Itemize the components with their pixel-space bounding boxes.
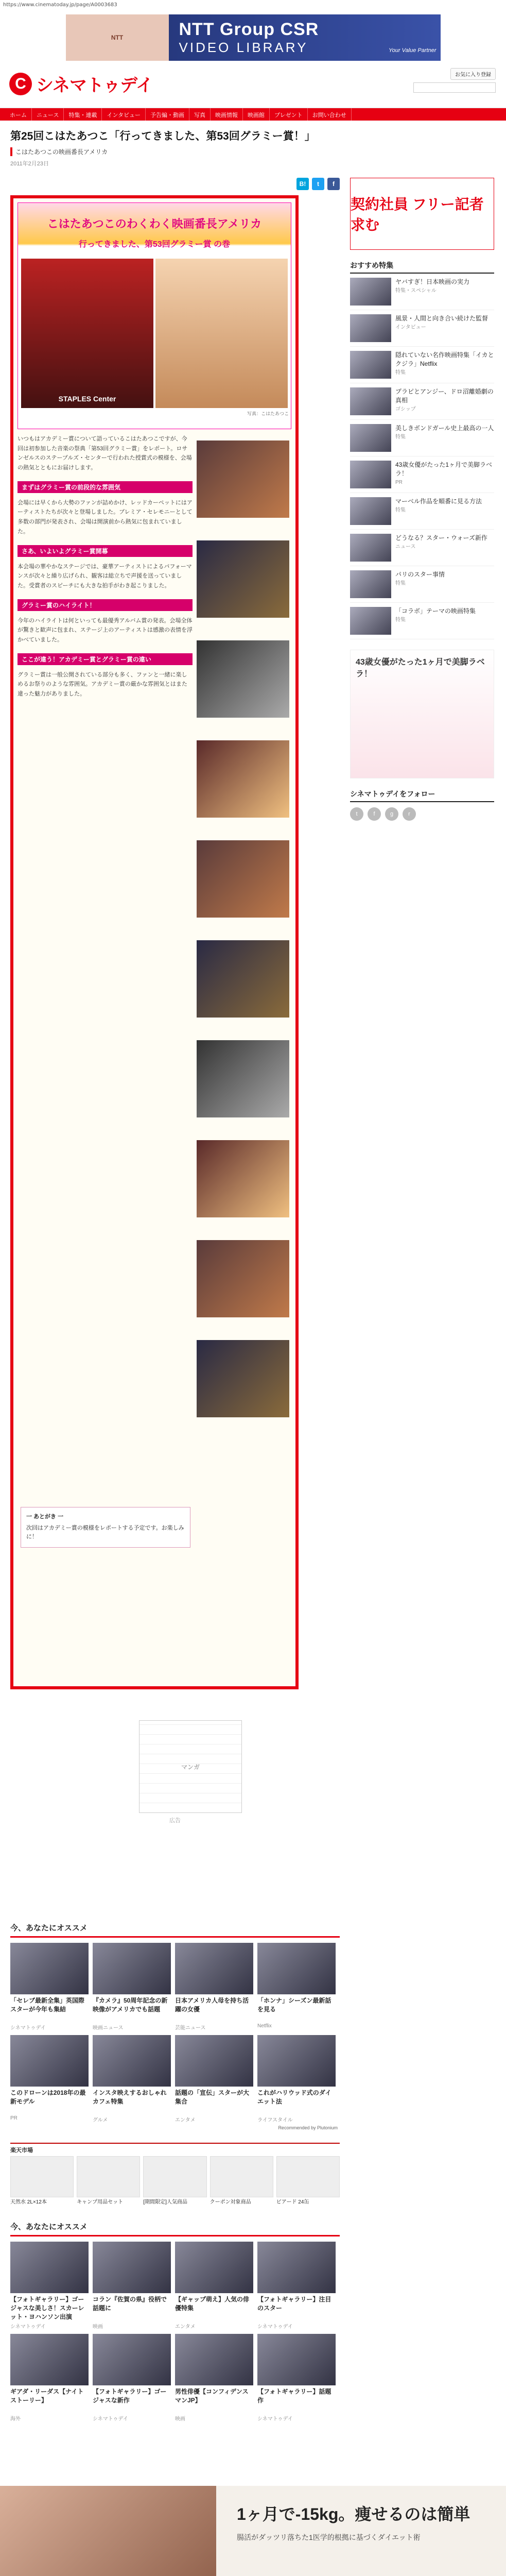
article-photo[interactable]: [197, 1140, 289, 1217]
card-title: 【フォトギャラリー】注目のスター: [257, 2296, 331, 2312]
feature-item[interactable]: [350, 420, 494, 456]
google-follow-icon[interactable]: g: [385, 807, 398, 821]
card-thumbnail: [175, 1943, 253, 1994]
feature-thumbnail: [350, 424, 391, 452]
manga-image: マンガ: [139, 1720, 242, 1813]
feature-thumbnail: [350, 351, 391, 379]
article-photo[interactable]: [197, 640, 289, 718]
article-banner: [18, 202, 291, 429]
section-heading: グラミー賞のハイライト！: [18, 599, 193, 611]
recommend-powered: Recommended by Plutonium: [278, 2125, 338, 2130]
section-heading: まずはグラミー賞の前段的な雰囲気: [18, 481, 193, 493]
feature-source: 特集: [395, 617, 406, 623]
card-title: 「ホンナ」シーズン最新話を見る: [257, 1997, 331, 2013]
article-intro: いつもはアカデミー賞について語っているこはたあつこですが、今回は初参加した音楽の祭典「第53回グラミー賞」をレポート。ロサンゼルスのステープルズ・センターで行われた授賞式の模様を、会場の熱気とともにお届けします。: [18, 436, 192, 471]
card-title: 【フォトギャラリー】話題作: [257, 2388, 331, 2404]
card-title: 【フォトギャラリー】ゴージャスな新作: [93, 2388, 167, 2404]
share-bar: [10, 178, 340, 192]
recommend-card[interactable]: [175, 2334, 253, 2422]
feature-item[interactable]: [350, 383, 494, 420]
article-photo[interactable]: [197, 1240, 289, 1317]
twitter-follow-icon[interactable]: t: [350, 807, 363, 821]
sidebar: [350, 178, 494, 821]
ad-tag: Your Value Partner: [388, 47, 437, 54]
feature-thumbnail: [350, 607, 391, 635]
recommend-title-2: 今、あなたにオススメ: [10, 2218, 340, 2236]
feature-thumbnail: [350, 278, 391, 306]
feature-item[interactable]: [350, 530, 494, 566]
card-title: 男性俳優【コンフィデンスマンJP】: [175, 2388, 249, 2404]
card-thumbnail: [93, 2242, 171, 2293]
nav-item[interactable]: プレゼント: [270, 108, 308, 121]
recommend-card[interactable]: [10, 1943, 89, 2031]
venue-photo: STAPLES Center: [21, 259, 153, 408]
feature-source: 特集: [395, 507, 406, 513]
feature-text: 美しきボンドガール史上最高の一人: [395, 425, 494, 432]
sidebar-recruit-ad[interactable]: 契約社員 フリー記者 求む: [350, 178, 494, 250]
recommend-card[interactable]: [93, 2035, 171, 2123]
recommend-card[interactable]: [175, 2242, 253, 2330]
recommend-card[interactable]: [175, 2035, 253, 2123]
recommend-card[interactable]: [93, 2334, 171, 2422]
card-source: 映画: [93, 2324, 103, 2330]
recommend-title: 今、あなたにオススメ: [10, 1919, 340, 1938]
nav-item[interactable]: ホーム: [5, 108, 32, 121]
section-heading: ここが違う！アカデミー賞とグラミー賞の違い: [18, 653, 193, 665]
card-source: エンタメ: [175, 2117, 196, 2123]
card-thumbnail: [93, 1943, 171, 1994]
ad-sub: VIDEO LIBRARY: [179, 40, 308, 55]
bottom-ad[interactable]: [0, 2486, 506, 2576]
main-nav: [0, 108, 506, 121]
feature-text: 隠れていない名作映画特集「イカとクジラ」Netflix: [395, 351, 494, 367]
feature-item[interactable]: [350, 566, 494, 603]
main-column: [10, 178, 340, 2422]
card-title: 【ギャップ萌え】人気の俳優特集: [175, 2296, 250, 2312]
url-bar[interactable]: https://www.cinematoday.jp/page/A0003683: [3, 2, 117, 8]
feature-title: おすすめ特集: [350, 260, 494, 274]
feature-text: マーベル作品を順番に見る方法: [395, 498, 482, 505]
card-source: ライフスタイル: [257, 2117, 293, 2123]
rakuten-item[interactable]: [210, 2156, 273, 2206]
nav-item[interactable]: 映画情報: [211, 108, 243, 121]
feature-item[interactable]: [350, 274, 494, 310]
card-title: 「セレブ最新全集」英国際スターが今年も集結: [10, 1997, 85, 2013]
recommend-card[interactable]: [257, 2334, 336, 2422]
rakuten-item[interactable]: [276, 2156, 340, 2206]
section-text: 会場には早くから大勢のファンが詰めかけ、レッドカーペットにはアーティストたちが次々と登場しました。プレミア・セレモニーとして多数の部門が発表され、会場は開演前から熱気に包まれていました。: [18, 499, 193, 535]
feature-text: ヤバすぎ！日本映画の実力: [395, 278, 470, 285]
product-name: ビアード 24缶: [276, 2199, 309, 2205]
afterword-box: [21, 1507, 190, 1548]
rakuten-section: [10, 2143, 340, 2206]
sidebar-ad[interactable]: 43歳女優がたった1ヶ月で美脚ラベラ！: [350, 650, 494, 778]
product-name: キャンプ用品セット: [77, 2199, 124, 2205]
feature-thumbnail: [350, 461, 391, 488]
card-source: 映画ニュース: [93, 2025, 124, 2031]
feature-text: パリのスター事情: [395, 571, 445, 578]
card-thumbnail: [10, 2334, 89, 2385]
article-photo[interactable]: [197, 1040, 289, 1117]
feature-source: 特集: [395, 580, 406, 586]
recommend-card[interactable]: [257, 1943, 336, 2031]
card-title: このドローンは2018年の最新モデル: [10, 2089, 86, 2105]
card-source: 映画: [175, 2416, 185, 2422]
product-image: [143, 2156, 206, 2197]
banner-title: こはたあつこのわくわく映画番長アメリカ: [47, 217, 262, 230]
afterword-text: 次回はアカデミー賞の模様をレポートする予定です。お楽しみに！: [26, 1524, 184, 1540]
feature-item[interactable]: [350, 456, 494, 493]
recommend-card[interactable]: [175, 1943, 253, 2031]
logo-icon: C: [9, 73, 32, 95]
card-thumbnail: [175, 2035, 253, 2087]
recommend-card[interactable]: [93, 1943, 171, 2031]
feature-source: 特集: [395, 369, 406, 376]
nav-item[interactable]: 写真: [189, 108, 211, 121]
card-title: 【フォトギャラリー】ゴージャスな美しさ！スカーレット・ヨハンソン出演: [10, 2296, 84, 2320]
card-source: シネマトゥデイ: [93, 2416, 128, 2422]
card-title: ギアダ・リーダス【ナイトストーリー】: [10, 2388, 84, 2404]
feature-text: 「コラボ」テーマの映画特集: [395, 607, 476, 615]
afterword-title: 一 あとがき 一: [26, 1514, 64, 1520]
site-logo[interactable]: [9, 71, 153, 96]
article-photo[interactable]: [197, 840, 289, 918]
card-thumbnail: [10, 2242, 89, 2293]
product-image: [210, 2156, 273, 2197]
article-header: [0, 121, 506, 167]
card-source: 海外: [10, 2416, 21, 2422]
feature-thumbnail: [350, 534, 391, 562]
site-header: [0, 61, 506, 108]
recommend-card[interactable]: [10, 2035, 89, 2123]
recommend-card[interactable]: [257, 2035, 336, 2123]
card-thumbnail: [93, 2334, 171, 2385]
card-thumbnail: [257, 2035, 336, 2087]
publish-date: 2011年2月23日: [10, 161, 49, 167]
product-name: 天然水 2L×12本: [10, 2199, 47, 2205]
feature-thumbnail: [350, 497, 391, 525]
card-source: シネマトゥデイ: [10, 2025, 46, 2031]
ad-headline: NTT Group CSR: [179, 20, 319, 39]
card-source: PR: [10, 2115, 18, 2121]
article-photo[interactable]: [197, 440, 289, 518]
feature-source: PR: [395, 479, 403, 485]
feature-source: インタビュー: [395, 324, 426, 330]
bottom-ad-headline: 1ヶ月で-15kg。痩せるのは簡単: [237, 2505, 470, 2523]
recommend-card[interactable]: [93, 2242, 171, 2330]
feature-source: ゴシップ: [395, 406, 416, 412]
card-thumbnail: [93, 2035, 171, 2087]
section-text: グラミー賞は一般公開されている部分も多く、ファンと一緒に楽しめるお祭りのような雰囲気。アカデミー賞の厳かな雰囲気とはまた違った魅力がありました。: [18, 671, 187, 697]
author-photo: [155, 259, 288, 408]
nav-item[interactable]: 映画館: [243, 108, 270, 121]
feature-text: プラピとアンジー、ドロ沼離婚劇の真相: [395, 388, 494, 404]
card-source: Netflix: [257, 2023, 272, 2029]
feature-source: ニュース: [395, 544, 416, 550]
section-text: 本会場の華やかなステージでは、豪華アーティストによるパフォーマンスが次々と繰り広げられ、観客は総立ちで声援を送っていました。受賞者のスピーチにも大きな拍手がわき起こりました。: [18, 563, 192, 589]
product-image: [77, 2156, 140, 2197]
feature-item[interactable]: [350, 493, 494, 530]
card-source: グルメ: [93, 2117, 108, 2123]
card-thumbnail: [175, 2242, 253, 2293]
article-body: [10, 195, 299, 1689]
nav-item[interactable]: お問い合わせ: [308, 108, 352, 121]
rakuten-title: 楽天市場: [10, 2147, 33, 2154]
favorite-button[interactable]: お気に入り登録: [450, 68, 496, 80]
article-photo[interactable]: [197, 1340, 289, 1417]
card-title: 日本アメリカ人母を持ち活躍の女優: [175, 1997, 249, 2013]
card-thumbnail: [10, 1943, 89, 1994]
nav-item[interactable]: ニュース: [32, 108, 64, 121]
card-thumbnail: [10, 2035, 89, 2087]
twitter-icon[interactable]: t: [312, 178, 324, 190]
article-photo[interactable]: [197, 540, 289, 618]
feature-thumbnail: [350, 570, 391, 598]
card-source: シネマトゥデイ: [257, 2324, 293, 2330]
card-source: シネマトゥデイ: [257, 2416, 293, 2422]
nav-item[interactable]: インタビュー: [102, 108, 146, 121]
top-banner-ad[interactable]: [66, 14, 441, 61]
feature-thumbnail: [350, 387, 391, 415]
recommend-card[interactable]: [257, 2242, 336, 2330]
follow-icons: [350, 807, 494, 821]
photo-caption: 写真：こはたあつこ: [247, 411, 289, 416]
feature-item[interactable]: [350, 603, 494, 639]
rakuten-item[interactable]: [77, 2156, 140, 2206]
card-title: コラン『佐賀の県』役柄で話題に: [93, 2296, 167, 2312]
section-text: 今年のハイライトは何といっても最優秀アルバム賞の発表。会場全体が驚きと歓声に包まれ、ステージ上のアーティストは感激の表情を浮かべていました。: [18, 617, 193, 643]
nav-item[interactable]: 予告編・動画: [146, 108, 189, 121]
follow-title: シネマトゥデイをフォロー: [350, 789, 494, 802]
product-image: [276, 2156, 340, 2197]
series-link[interactable]: こはたあつこの映画番長アメリカ: [10, 147, 496, 156]
card-title: インスタ映えするおしゃれカフェ特集: [93, 2089, 167, 2105]
rss-follow-icon[interactable]: r: [403, 807, 416, 821]
facebook-follow-icon[interactable]: f: [368, 807, 381, 821]
card-source: エンタメ: [175, 2324, 196, 2330]
feature-text: 43歳女優がたった1ヶ月で美脚ラベラ！: [395, 461, 493, 477]
feature-source: 特集: [395, 434, 406, 440]
feature-text: 風景・人間と向き合い続けた監督: [395, 315, 488, 322]
card-thumbnail: [257, 2334, 336, 2385]
product-image: [10, 2156, 74, 2197]
rakuten-item[interactable]: [143, 2156, 206, 2206]
product-name: クーポン対象商品: [210, 2199, 251, 2205]
bottom-ad-sub: 腸活がダッツリ落ちた1医学的根拠に基づくダイエット術: [237, 2533, 421, 2541]
logo-text: シネマトゥデイ: [36, 76, 153, 95]
card-title: 話題の「宣伝」スターが大集合: [175, 2089, 250, 2105]
facebook-icon[interactable]: f: [327, 178, 340, 190]
ad-label: 広告: [169, 1818, 181, 1824]
card-source: 芸能ニュース: [175, 2025, 206, 2031]
feature-item[interactable]: [350, 310, 494, 347]
article-photo[interactable]: [197, 740, 289, 818]
hatena-icon[interactable]: B!: [296, 178, 309, 190]
recommend-card[interactable]: [10, 2242, 89, 2330]
feature-thumbnail: [350, 314, 391, 342]
feature-item[interactable]: [350, 347, 494, 383]
ad-image: NTT: [66, 14, 169, 61]
article-photo[interactable]: [197, 940, 289, 1018]
search-input[interactable]: [413, 82, 496, 93]
banner-subtitle: 行ってきました、第53回グラミー賞 の巻: [78, 240, 231, 249]
recommend-card[interactable]: [10, 2334, 89, 2422]
card-thumbnail: [175, 2334, 253, 2385]
page-title: 第25回こはたあつこ「行ってきました、第53回グラミー賞！」: [10, 130, 316, 142]
bottom-ad-image: [0, 2486, 216, 2576]
photo-column: [197, 440, 289, 1440]
nav-item[interactable]: 特集・連載: [64, 108, 102, 121]
product-name: [期間限定]人気商品: [143, 2199, 187, 2205]
recommend-section: [10, 1919, 340, 2422]
rakuten-item[interactable]: [10, 2156, 74, 2206]
section-heading: さあ、いよいよグラミー賞開幕: [18, 545, 193, 557]
feature-source: 特集・スペシャル: [395, 287, 437, 294]
card-thumbnail: [257, 1943, 336, 1994]
card-thumbnail: [257, 2242, 336, 2293]
card-source: シネマトゥデイ: [10, 2324, 46, 2330]
card-title: 『カメラ』50周年記念の新映像がアメリカでも話題: [93, 1997, 168, 2013]
card-title: これがハリウッド式のダイエット法: [257, 2089, 331, 2105]
feature-text: どうなる？スター・ウォーズ新作: [395, 534, 487, 541]
